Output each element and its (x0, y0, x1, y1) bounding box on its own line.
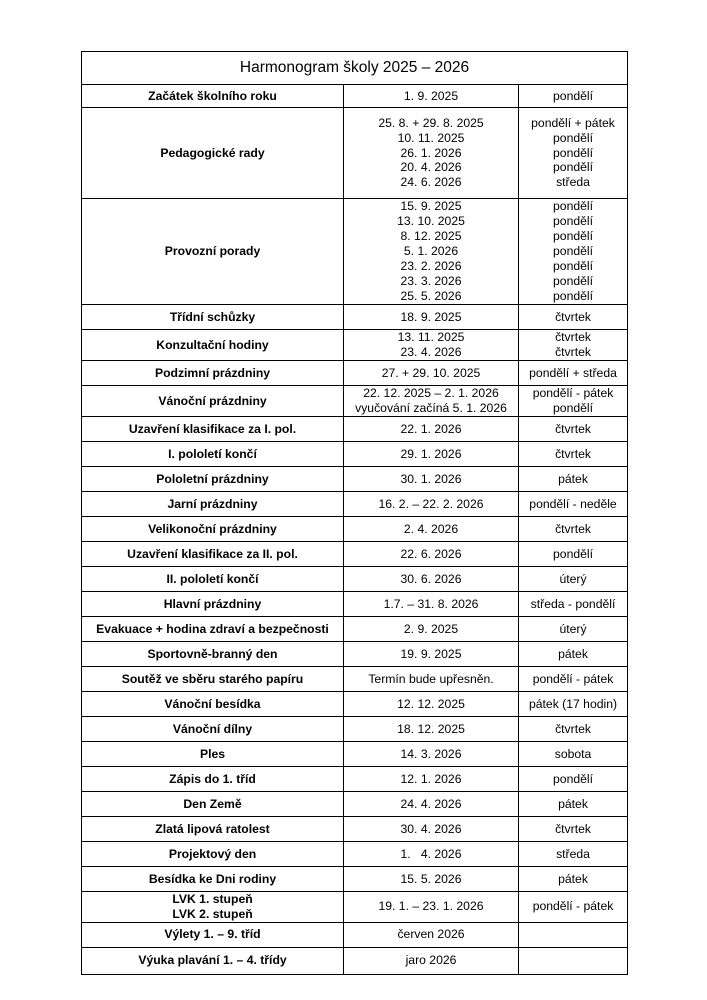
table-row (82, 892, 628, 923)
event-date-cell: 13. 11. 2025 23. 4. 2026 (344, 330, 519, 361)
table-row (82, 386, 628, 417)
event-day-cell: čtvrtek (519, 305, 628, 330)
event-date-cell: 16. 2. – 22. 2. 2026 (344, 492, 519, 517)
page-title: Harmonogram školy 2025 – 2026 (82, 52, 628, 85)
event-day-cell (519, 922, 628, 947)
event-name-cell: Provozní porady (82, 199, 344, 305)
table-row (82, 692, 628, 717)
event-day-cell: pondělí (519, 767, 628, 792)
table-row (82, 767, 628, 792)
event-day-cell: čtvrtek čtvrtek (519, 330, 628, 361)
event-date-cell: 1. 4. 2026 (344, 842, 519, 867)
event-name-cell: LVK 1. stupeň LVK 2. stupeň (82, 892, 344, 923)
table-row (82, 542, 628, 567)
event-date-cell: 22. 12. 2025 – 2. 1. 2026 vyučování začíná 5. 1. 2026 (344, 386, 519, 417)
event-day-cell: pátek (519, 467, 628, 492)
event-day-cell: pondělí - neděle (519, 492, 628, 517)
event-name-cell: Uzavření klasifikace za I. pol. (82, 417, 344, 442)
event-day-cell: sobota (519, 742, 628, 767)
event-date-cell: 15. 9. 2025 13. 10. 2025 8. 12. 2025 5. 1. 2026 23. 2. 2026 23. 3. 2026 25. 5. 2026 (344, 199, 519, 305)
event-name-cell: Den Země (82, 792, 344, 817)
table-row (82, 467, 628, 492)
table-row (82, 667, 628, 692)
event-name-cell: Vánoční besídka (82, 692, 344, 717)
event-date-cell: 27. + 29. 10. 2025 (344, 361, 519, 386)
table-row (82, 947, 628, 974)
event-name-cell: Zlatá lipová ratolest (82, 817, 344, 842)
event-day-cell: pátek (519, 867, 628, 892)
event-name-cell: Sportovně-branný den (82, 642, 344, 667)
table-row (82, 592, 628, 617)
event-name-cell: Evakuace + hodina zdraví a bezpečnosti (82, 617, 344, 642)
event-name-cell: Výuka plavání 1. – 4. třídy (82, 947, 344, 974)
event-date-cell: 30. 6. 2026 (344, 567, 519, 592)
event-date-cell: 30. 1. 2026 (344, 467, 519, 492)
event-day-cell: středa - pondělí (519, 592, 628, 617)
event-day-cell: pondělí pondělí pondělí pondělí pondělí pondělí pondělí (519, 199, 628, 305)
event-day-cell: pátek (519, 792, 628, 817)
event-name-cell: Podzimní prázdniny (82, 361, 344, 386)
event-date-cell: 1.7. – 31. 8. 2026 (344, 592, 519, 617)
table-row (82, 617, 628, 642)
event-date-cell: jaro 2026 (344, 947, 519, 974)
event-name-cell: Zápis do 1. tříd (82, 767, 344, 792)
event-day-cell: středa (519, 842, 628, 867)
event-name-cell: II. pololetí končí (82, 567, 344, 592)
event-name-cell: Třídní schůzky (82, 305, 344, 330)
event-day-cell: pondělí + středa (519, 361, 628, 386)
event-name-cell: Vánoční prázdniny (82, 386, 344, 417)
table-row (82, 567, 628, 592)
event-date-cell: 12. 12. 2025 (344, 692, 519, 717)
event-date-cell: 14. 3. 2026 (344, 742, 519, 767)
event-day-cell: pátek (17 hodin) (519, 692, 628, 717)
event-day-cell: pondělí (519, 542, 628, 567)
event-date-cell: červen 2026 (344, 922, 519, 947)
event-name-cell: Jarní prázdniny (82, 492, 344, 517)
table-row (82, 867, 628, 892)
table-row (82, 792, 628, 817)
event-day-cell: čtvrtek (519, 442, 628, 467)
event-day-cell: čtvrtek (519, 517, 628, 542)
table-row (82, 517, 628, 542)
event-day-cell: pondělí - pátek pondělí (519, 386, 628, 417)
schedule-table (81, 51, 628, 975)
event-name-cell: Projektový den (82, 842, 344, 867)
event-name-cell: Pololetní prázdniny (82, 467, 344, 492)
event-date-cell: 22. 6. 2026 (344, 542, 519, 567)
event-name-cell: Uzavření klasifikace za II. pol. (82, 542, 344, 567)
table-row (82, 442, 628, 467)
event-day-cell: pondělí (519, 85, 628, 108)
event-date-cell: 12. 1. 2026 (344, 767, 519, 792)
event-date-cell: 18. 9. 2025 (344, 305, 519, 330)
event-day-cell: pondělí - pátek (519, 667, 628, 692)
schedule-rows (82, 85, 628, 975)
event-date-cell: 22. 1. 2026 (344, 417, 519, 442)
table-row (82, 717, 628, 742)
event-day-cell (519, 947, 628, 974)
event-name-cell: Soutěž ve sběru starého papíru (82, 667, 344, 692)
event-name-cell: Výlety 1. – 9. tříd (82, 922, 344, 947)
event-name-cell: Velikonoční prázdniny (82, 517, 344, 542)
event-name-cell: Hlavní prázdniny (82, 592, 344, 617)
table-row (82, 330, 628, 361)
event-date-cell: 1. 9. 2025 (344, 85, 519, 108)
event-name-cell: Ples (82, 742, 344, 767)
event-date-cell: 19. 9. 2025 (344, 642, 519, 667)
event-day-cell: čtvrtek (519, 417, 628, 442)
event-name-cell: Začátek školního roku (82, 85, 344, 108)
event-day-cell: úterý (519, 567, 628, 592)
table-row (82, 642, 628, 667)
event-day-cell: čtvrtek (519, 717, 628, 742)
event-date-cell: 24. 4. 2026 (344, 792, 519, 817)
event-day-cell: pátek (519, 642, 628, 667)
event-date-cell: 2. 4. 2026 (344, 517, 519, 542)
event-date-cell: 15. 5. 2026 (344, 867, 519, 892)
event-date-cell: Termín bude upřesněn. (344, 667, 519, 692)
table-row (82, 492, 628, 517)
table-row (82, 417, 628, 442)
event-date-cell: 2. 9. 2025 (344, 617, 519, 642)
event-name-cell: I. pololetí končí (82, 442, 344, 467)
event-day-cell: čtvrtek (519, 817, 628, 842)
table-row (82, 817, 628, 842)
event-date-cell: 19. 1. – 23. 1. 2026 (344, 892, 519, 923)
event-name-cell: Besídka ke Dni rodiny (82, 867, 344, 892)
event-date-cell: 29. 1. 2026 (344, 442, 519, 467)
event-date-cell: 25. 8. + 29. 8. 2025 10. 11. 2025 26. 1. 2026 20. 4. 2026 24. 6. 2026 (344, 108, 519, 199)
title-row (82, 52, 628, 85)
table-row (82, 922, 628, 947)
table-row (82, 199, 628, 305)
event-day-cell: pondělí + pátek pondělí pondělí pondělí středa (519, 108, 628, 199)
event-date-cell: 30. 4. 2026 (344, 817, 519, 842)
table-row (82, 842, 628, 867)
table-row (82, 108, 628, 199)
event-date-cell: 18. 12. 2025 (344, 717, 519, 742)
event-day-cell: pondělí - pátek (519, 892, 628, 923)
table-row (82, 742, 628, 767)
event-name-cell: Pedagogické rady (82, 108, 344, 199)
table-row (82, 85, 628, 108)
table-row (82, 361, 628, 386)
event-day-cell: úterý (519, 617, 628, 642)
event-name-cell: Vánoční dílny (82, 717, 344, 742)
event-name-cell: Konzultační hodiny (82, 330, 344, 361)
table-row (82, 305, 628, 330)
